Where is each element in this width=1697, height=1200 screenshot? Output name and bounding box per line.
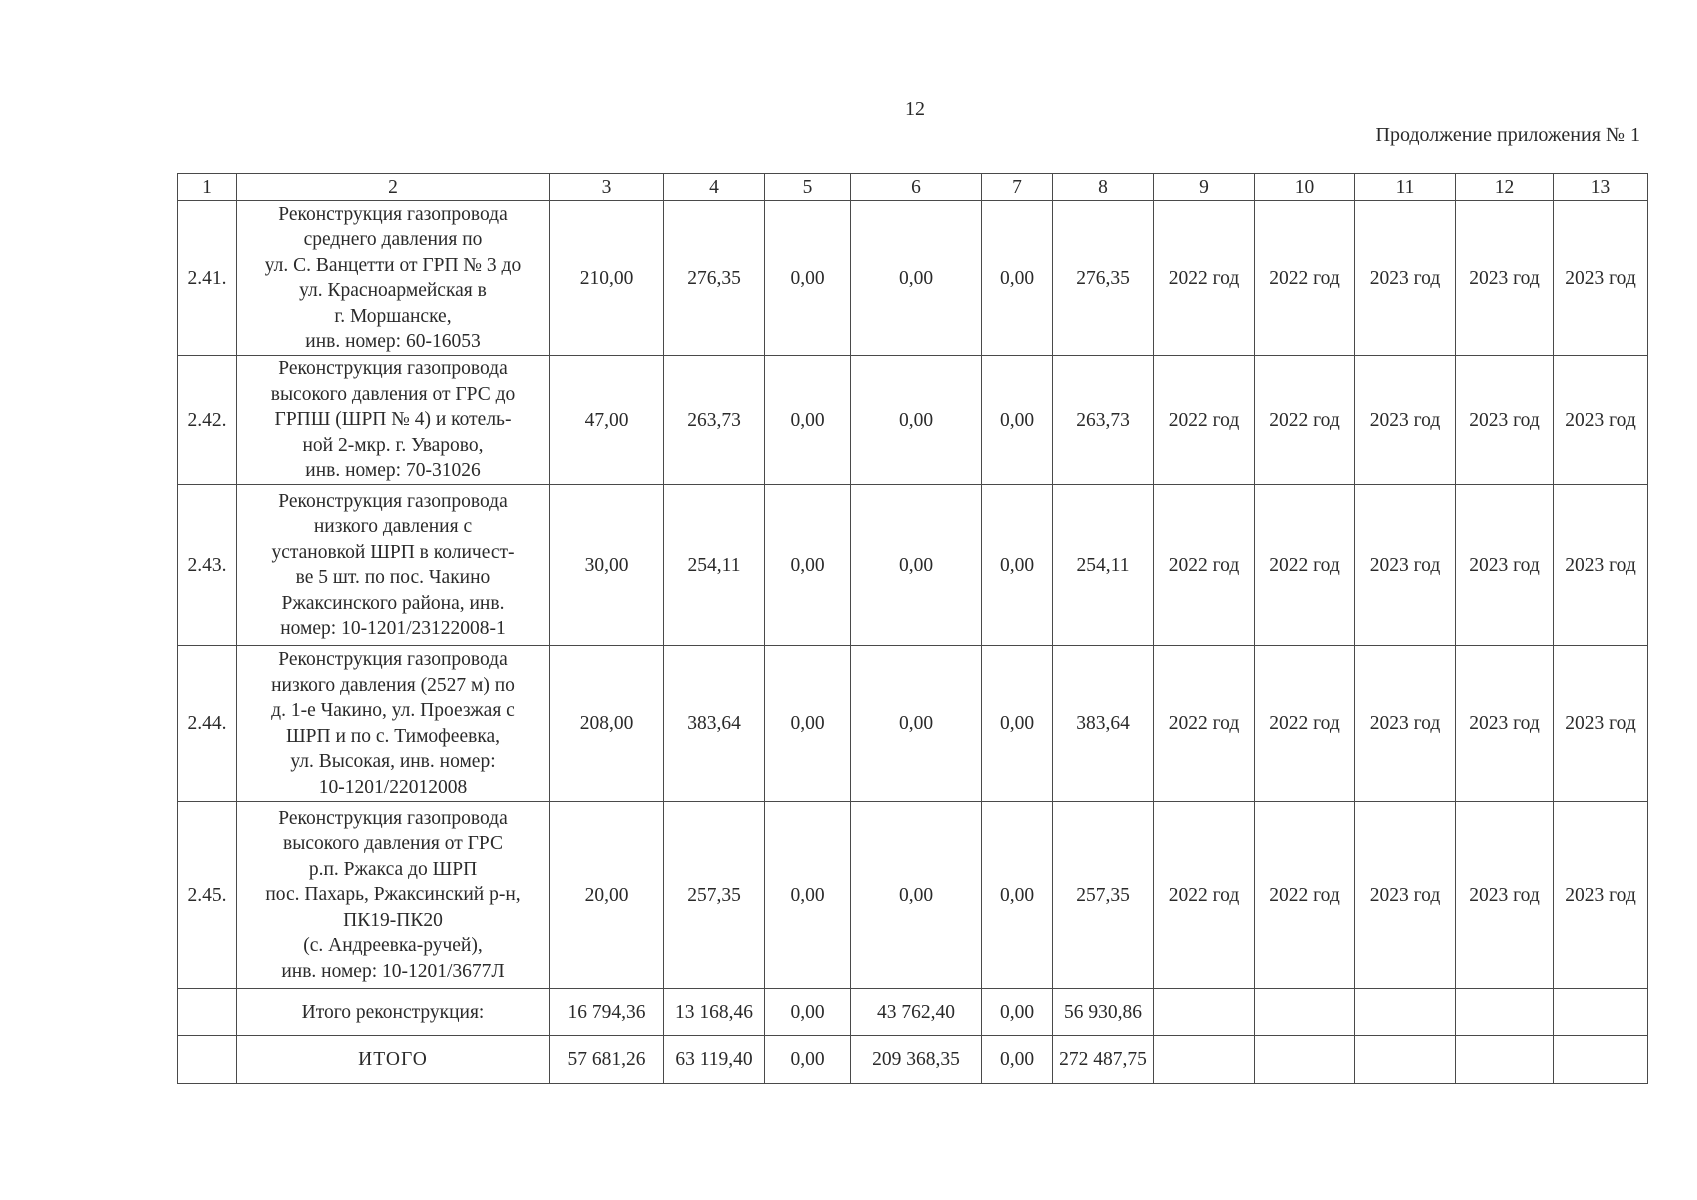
value-cell: 0,00: [765, 201, 851, 356]
value-cell: 2023 год: [1554, 802, 1648, 989]
header-row: [178, 174, 1648, 201]
row-number: 2.41.: [178, 201, 237, 356]
description-line: низкого давления (2527 м) по: [271, 674, 515, 696]
value-cell: 2023 год: [1554, 646, 1648, 802]
description-line: среднего давления по: [303, 229, 483, 250]
header-cell: 13: [1554, 174, 1648, 201]
value-cell: 0,00: [765, 989, 851, 1036]
value-cell: 0,00: [851, 646, 982, 802]
object-description: [237, 802, 550, 989]
subtotal-label: Итого реконструкция:: [237, 989, 550, 1036]
description-line: ной 2-мкр. г. Уварово,: [302, 434, 484, 456]
header-cell: 9: [1154, 174, 1255, 201]
description-line: ШРП и по с. Тимофеевка,: [285, 725, 501, 747]
value-cell: 2023 год: [1554, 201, 1648, 356]
value-cell: 2022 год: [1255, 646, 1355, 802]
value-cell: 2023 год: [1456, 802, 1554, 989]
value-cell: 13 168,46: [664, 989, 765, 1036]
header-cell: 6: [851, 174, 982, 201]
value-cell: 254,11: [1053, 485, 1154, 646]
value-cell: 0,00: [982, 356, 1053, 485]
row-number: 2.45.: [178, 802, 237, 989]
page-number: 12: [905, 98, 925, 120]
value-cell: 2023 год: [1355, 485, 1456, 646]
object-description: [237, 201, 550, 356]
description-line: номер: 10-1201/23122008-1: [280, 618, 506, 639]
value-cell: 63 119,40: [664, 1036, 765, 1084]
value-cell: 257,35: [664, 802, 765, 989]
value-cell: 276,35: [664, 201, 765, 356]
header-cell: 5: [765, 174, 851, 201]
header-cell: 11: [1355, 174, 1456, 201]
value-cell: [1456, 1036, 1554, 1084]
value-cell: 272 487,75: [1053, 1036, 1154, 1084]
value-cell: [1255, 989, 1355, 1036]
row-number: 2.42.: [178, 356, 237, 485]
object-description: [237, 356, 550, 485]
value-cell: 276,35: [1053, 201, 1154, 356]
value-cell: 47,00: [550, 356, 664, 485]
description-line: Реконструкция газопровода: [278, 490, 508, 512]
description-line: ул. С. Ванцетти от ГРП № 3 до: [264, 254, 522, 276]
value-cell: [1355, 989, 1456, 1036]
value-cell: 0,00: [851, 485, 982, 646]
value-cell: 0,00: [982, 802, 1053, 989]
header-cell: 8: [1053, 174, 1154, 201]
empty-cell: [178, 989, 237, 1036]
value-cell: 0,00: [765, 356, 851, 485]
description-line: установкой ШРП в количест-: [271, 541, 515, 563]
description-line: (с. Андреевка-ручей),: [303, 935, 483, 957]
value-cell: 2022 год: [1154, 356, 1255, 485]
value-cell: 2023 год: [1355, 802, 1456, 989]
value-cell: 2023 год: [1456, 646, 1554, 802]
value-cell: 2022 год: [1255, 356, 1355, 485]
header-cell: 10: [1255, 174, 1355, 201]
header-cell: 4: [664, 174, 765, 201]
table-row: [178, 356, 1648, 485]
total-row: [178, 1036, 1648, 1084]
value-cell: 2023 год: [1554, 485, 1648, 646]
description-line: Реконструкция газопровода: [278, 203, 508, 225]
description-line: ве 5 шт. по пос. Чакино: [295, 567, 491, 588]
header-cell: 1: [178, 174, 237, 201]
empty-cell: [178, 1036, 237, 1084]
value-cell: 30,00: [550, 485, 664, 646]
description-line: р.п. Ржакса до ШРП: [308, 858, 478, 880]
value-cell: [1456, 989, 1554, 1036]
value-cell: 0,00: [851, 201, 982, 356]
value-cell: 0,00: [765, 802, 851, 989]
value-cell: 257,35: [1053, 802, 1154, 989]
header-cell: 12: [1456, 174, 1554, 201]
value-cell: 2023 год: [1554, 356, 1648, 485]
description-line: д. 1-е Чакино, ул. Проезжая с: [271, 700, 515, 721]
value-cell: [1554, 1036, 1648, 1084]
object-description: [237, 485, 550, 646]
description-line: высокого давления от ГРС до: [270, 383, 516, 405]
value-cell: 0,00: [765, 1036, 851, 1084]
row-number: 2.44.: [178, 646, 237, 802]
value-cell: 2022 год: [1154, 201, 1255, 356]
value-cell: [1355, 1036, 1456, 1084]
value-cell: 0,00: [982, 201, 1053, 356]
value-cell: 2022 год: [1255, 485, 1355, 646]
description-line: ул. Высокая, инв. номер:: [290, 751, 496, 772]
value-cell: 2023 год: [1456, 485, 1554, 646]
value-cell: 2023 год: [1355, 646, 1456, 802]
value-cell: 2023 год: [1355, 201, 1456, 356]
value-cell: 0,00: [982, 485, 1053, 646]
description-line: инв. номер: 10-1201/3677Л: [281, 960, 505, 982]
value-cell: 208,00: [550, 646, 664, 802]
value-cell: 383,64: [1053, 646, 1154, 802]
table-body: [178, 174, 1648, 1084]
header-cell: 7: [982, 174, 1053, 201]
value-cell: 2022 год: [1154, 802, 1255, 989]
value-cell: 20,00: [550, 802, 664, 989]
value-cell: 0,00: [982, 646, 1053, 802]
value-cell: 2023 год: [1355, 356, 1456, 485]
value-cell: [1154, 1036, 1255, 1084]
description-line: ГРПШ (ШРП № 4) и котель-: [274, 409, 512, 431]
value-cell: [1554, 989, 1648, 1036]
value-cell: 383,64: [664, 646, 765, 802]
subtotal-row: [178, 989, 1648, 1036]
value-cell: 43 762,40: [851, 989, 982, 1036]
description-line: 10-1201/22012008: [318, 776, 468, 798]
value-cell: 0,00: [851, 356, 982, 485]
description-line: инв. номер: 60-16053: [305, 331, 481, 352]
description-line: Ржаксинского района, инв.: [281, 592, 505, 614]
value-cell: 0,00: [982, 1036, 1053, 1084]
row-number: 2.43.: [178, 485, 237, 646]
value-cell: 2022 год: [1255, 201, 1355, 356]
value-cell: 2023 год: [1456, 356, 1554, 485]
description-line: пос. Пахарь, Ржаксинский р-н,: [265, 884, 521, 906]
table-row: [178, 646, 1648, 802]
description-line: ул. Красноармейская в: [299, 280, 487, 301]
value-cell: [1154, 989, 1255, 1036]
header-cell: 3: [550, 174, 664, 201]
value-cell: 2022 год: [1255, 802, 1355, 989]
description-line: ПК19-ПК20: [343, 909, 443, 931]
value-cell: 254,11: [664, 485, 765, 646]
value-cell: 0,00: [851, 802, 982, 989]
description-line: инв. номер: 70-31026: [305, 460, 481, 482]
value-cell: [1255, 1036, 1355, 1084]
description-line: высокого давления от ГРС: [283, 833, 503, 855]
continuation-label: Продолжение приложения № 1: [1375, 124, 1640, 146]
value-cell: 263,73: [1053, 356, 1154, 485]
value-cell: 2022 год: [1154, 485, 1255, 646]
table-row: [178, 802, 1648, 989]
header-cell: 2: [237, 174, 550, 201]
description-line: г. Моршанске,: [334, 305, 452, 327]
value-cell: 16 794,36: [550, 989, 664, 1036]
description-line: низкого давления с: [313, 516, 473, 537]
value-cell: 2023 год: [1456, 201, 1554, 356]
table-row: [178, 201, 1648, 356]
value-cell: 56 930,86: [1053, 989, 1154, 1036]
description-line: Реконструкция газопровода: [278, 807, 508, 829]
description-line: Реконструкция газопровода: [278, 358, 508, 380]
value-cell: 2022 год: [1154, 646, 1255, 802]
value-cell: 57 681,26: [550, 1036, 664, 1084]
value-cell: 263,73: [664, 356, 765, 485]
value-cell: 0,00: [982, 989, 1053, 1036]
value-cell: 210,00: [550, 201, 664, 356]
value-cell: 0,00: [765, 485, 851, 646]
table-row: [178, 485, 1648, 646]
total-label: ИТОГО: [237, 1036, 550, 1084]
object-description: [237, 646, 550, 802]
value-cell: 209 368,35: [851, 1036, 982, 1084]
description-line: Реконструкция газопровода: [278, 649, 508, 670]
value-cell: 0,00: [765, 646, 851, 802]
data-table: [177, 173, 1648, 1084]
